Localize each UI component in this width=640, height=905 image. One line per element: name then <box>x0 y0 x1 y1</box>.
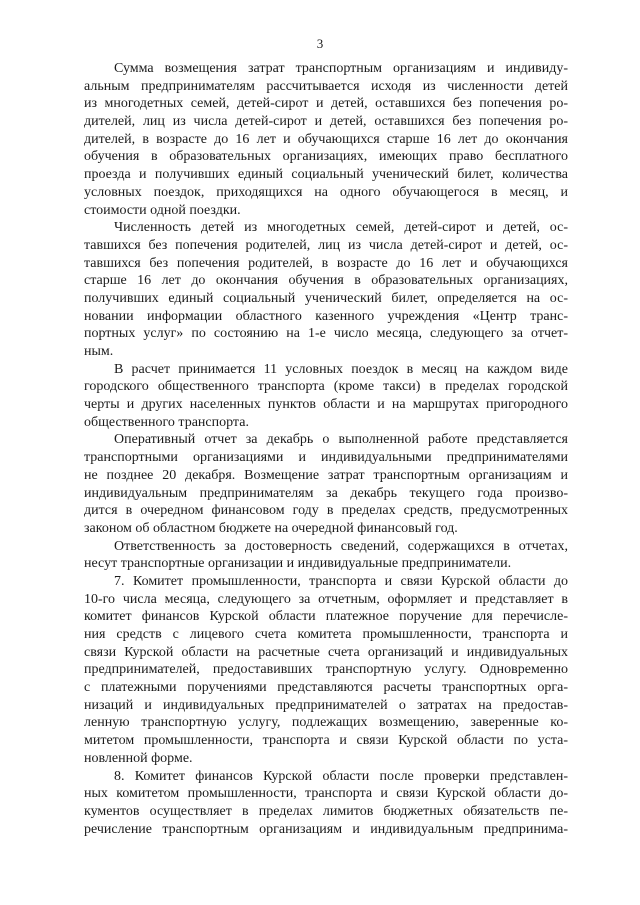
text-line: городского общественного транспорта (кроме такси) в пределах городской <box>84 379 568 395</box>
text-line: кументов осуществляет в пределах лимитов бюджетных обязательств пе- <box>84 803 568 819</box>
text-line: старше 16 лет до окончания обучения в образовательных организациях, <box>84 273 568 289</box>
text-line: тавшихся без попечения родителей, в возрасте до 16 лет и обучающихся <box>84 255 568 271</box>
text-line: общественного транспорта. <box>84 414 249 430</box>
paragraph <box>84 538 568 573</box>
text-line: получивших единый социальный ученический билет, определяется на ос- <box>84 290 568 306</box>
text-line: низаций и индивидуальных предпринимателей о затратах на предостав- <box>84 697 568 713</box>
text-line: проезда и получивших единый социальный ученический билет, количества <box>84 167 568 183</box>
text-line: Оперативный отчет за декабрь о выполненной работе представляется <box>114 432 568 448</box>
text-line: индивидуальным предпринимателям за декабрь текущего года произво- <box>84 485 568 501</box>
text-line: ленную транспортную услугу, подлежащих возмещению, заверенные ко- <box>84 715 568 731</box>
page-number: 3 <box>316 36 324 51</box>
text-line: обучения в образовательных организациях, имеющих право бесплатного <box>84 149 568 165</box>
text-line: транспортными организациями и индивидуальными предпринимателями <box>84 450 568 466</box>
text-line: альным предпринимателям рассчитывается исходя из численности детей <box>84 78 568 94</box>
text-line: портных услуг» по состоянию на 1-е число месяца, следующего за отчет- <box>84 326 568 342</box>
text-line: связи Курской области на расчетные счета организаций и индивидуальных <box>84 644 568 660</box>
document-body <box>84 60 568 838</box>
paragraph <box>84 219 568 361</box>
text-line: ния средств с лицевого счета комитета промышленности, транспорта и <box>84 627 568 642</box>
paragraph <box>84 573 568 768</box>
paragraph <box>84 768 568 839</box>
text-line: не позднее 20 декабря. Возмещение затрат транспортным организациям и <box>84 467 568 483</box>
text-line: 7. Комитет промышленности, транспорта и связи Курской области до <box>114 573 568 589</box>
text-line: дится в очередном финансовом году в пределах средств, предусмотренных <box>84 503 568 519</box>
text-line: речисление транспортным организациям и индивидуальным предпринима- <box>84 821 568 837</box>
text-line: В расчет принимается 11 условных поездок в месяц на каждом виде <box>114 361 568 377</box>
text-line: Численность детей из многодетных семей, детей-сирот и детей, ос- <box>114 220 568 236</box>
text-line: несут транспортные организации и индивидуальные предприниматели. <box>84 556 512 572</box>
text-line: Сумма возмещения затрат транспортным организациям и индивиду- <box>114 61 568 76</box>
paragraph <box>84 361 568 432</box>
text-line: дителей, лиц из числа детей-сирот и детей, оставшихся без попечения ро- <box>84 114 568 130</box>
text-line: 8. Комитет финансов Курской области после проверки представлен- <box>114 768 568 784</box>
text-line: новленной форме. <box>84 750 193 766</box>
paragraph <box>84 431 568 537</box>
text-line: ных комитетом промышленности, транспорта и связи Курской области до- <box>84 786 568 802</box>
text-line: 10-го числа месяца, следующего за отчетным, оформляет и представляет в <box>84 591 568 607</box>
text-line: Ответственность за достоверность сведений, содержащихся в отчетах, <box>114 538 568 554</box>
text-line: ным. <box>84 344 114 359</box>
text-line: из многодетных семей, детей-сирот и детей, оставшихся без попечения ро- <box>84 96 568 112</box>
text-line: черты и других населенных пунктов области и на маршрутах пригородного <box>84 397 568 413</box>
text-line: условных поездок, приходящихся на одного обучающегося в месяц, и <box>84 184 568 200</box>
text-line: законом об областном бюджете на очередной финансовый год. <box>84 520 458 536</box>
text-line: с платежными поручениями представляются расчеты транспортных орга- <box>84 680 568 696</box>
text-line: дителей, в возрасте до 16 лет и обучающихся старше 16 лет до окончания <box>84 131 568 147</box>
text-line: стоимости одной поездки. <box>84 202 241 218</box>
text-line: комитет финансов Курской области платежное поручение для перечисле- <box>84 609 568 625</box>
text-line: митетом промышленности, транспорта и связи Курской области по уста- <box>84 733 568 749</box>
text-line: тавшихся без попечения родителей, лиц из числа детей-сирот и детей, ос- <box>84 237 568 253</box>
paragraph <box>84 60 568 219</box>
text-line: предпринимателей, предоставивших транспортную услугу. Одновременно <box>84 662 568 678</box>
text-line: новании информации областного казенного учреждения «Центр транс- <box>84 308 568 324</box>
